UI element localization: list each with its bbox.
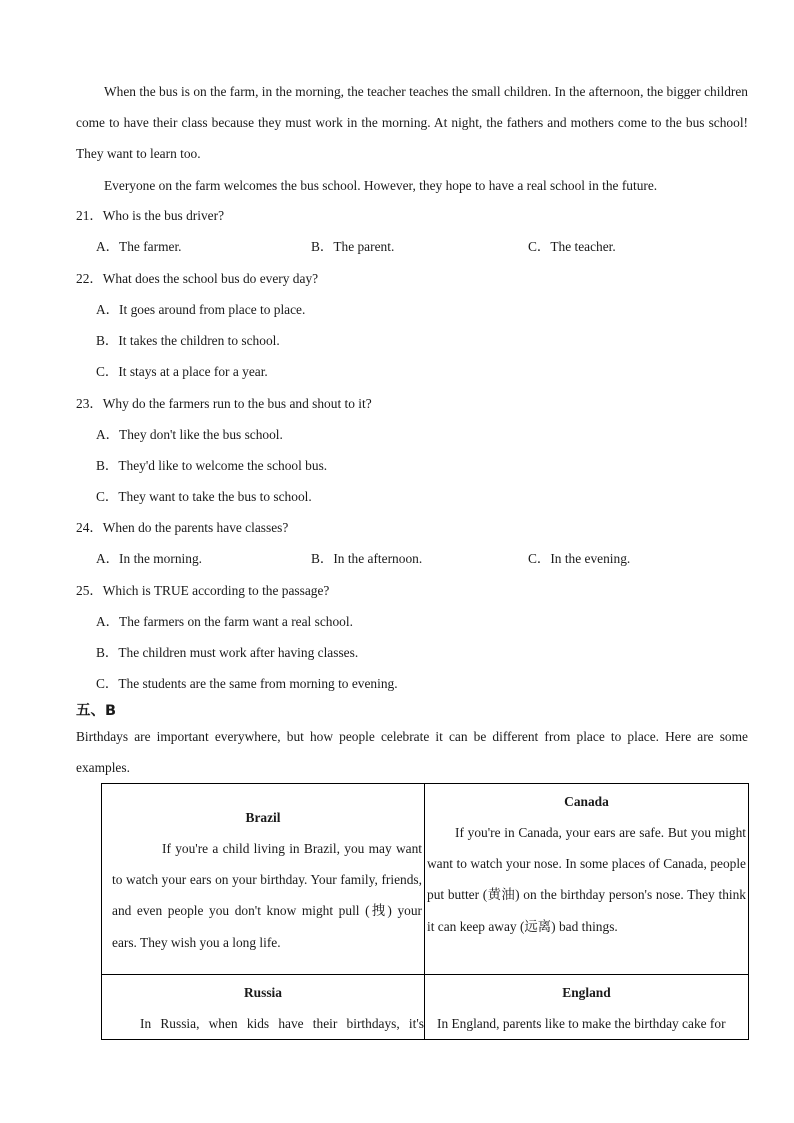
section-title: 五、B	[76, 703, 117, 719]
q23-option-c: C．They want to take the bus to school.	[96, 489, 312, 504]
q21-option-c: C．The teacher.	[528, 239, 616, 254]
question-23: 23．Why do the farmers run to the bus and shout to it?	[76, 396, 372, 411]
russia-text: In Russia, when kids have their birthdays, it's	[140, 1016, 424, 1031]
cell-russia	[102, 975, 425, 1040]
question-21: 21．Who is the bus driver?	[76, 208, 225, 223]
question-22: 22．What does the school bus do every day?	[76, 271, 319, 286]
q25-option-a: A．The farmers on the farm want a real school.	[96, 614, 353, 629]
q24-option-a: A．In the morning.	[96, 551, 202, 566]
england-text: In England, parents like to make the birthday cake for	[437, 1016, 726, 1031]
q23-option-a: A．They don't like the bus school.	[96, 427, 283, 442]
england-title: England	[562, 985, 611, 1000]
q24-option-b: B．In the afternoon.	[311, 551, 423, 566]
brazil-title: Brazil	[245, 810, 281, 825]
passage-paragraph-2: Everyone on the farm welcomes the bus school. However, they hope to have a real school in the future.	[104, 178, 658, 193]
brazil-text: If you're a child living in Brazil, you may want to watch your ears on your birthday. Your family, friends, and even people you don't know might pull (拽) your ears. They wish you a long life.	[112, 841, 422, 950]
q22-option-a: A．It goes around from place to place.	[96, 302, 306, 317]
cell-canada	[425, 784, 749, 975]
q23-option-b: B．They'd like to welcome the school bus.	[96, 458, 328, 473]
passage-paragraph-1: When the bus is on the farm, in the morning, the teacher teaches the small children. In the afternoon, the bigger children come to have their class because they must work in the morning. At night, the fathers and mothers come to the bus school! They want to learn too.	[76, 84, 748, 162]
q25-option-b: B．The children must work after having classes.	[96, 645, 359, 660]
cell-brazil	[102, 784, 425, 975]
birthday-customs-table	[101, 783, 749, 1040]
russia-title: Russia	[244, 985, 282, 1000]
canada-title: Canada	[564, 794, 609, 809]
section-intro: Birthdays are important everywhere, but how people celebrate it can be different from place to place. Here are some examples.	[76, 729, 748, 776]
canada-text: If you're in Canada, your ears are safe. But you might want to watch your nose. In some places of Canada, people put butter (黄油) on the birthday person's nose. They think it can keep away (远离) bad things.	[427, 825, 746, 934]
q21-option-a: A．The farmer.	[96, 239, 182, 254]
q25-option-c: C．The students are the same from morning to evening.	[96, 676, 398, 691]
q22-option-b: B．It takes the children to school.	[96, 333, 280, 348]
question-24: 24．When do the parents have classes?	[76, 520, 289, 535]
q22-option-c: C．It stays at a place for a year.	[96, 364, 268, 379]
q24-option-c: C．In the evening.	[528, 551, 631, 566]
cell-england	[425, 975, 749, 1040]
question-25: 25．Which is TRUE according to the passage?	[76, 583, 330, 598]
q21-option-b: B．The parent.	[311, 239, 395, 254]
